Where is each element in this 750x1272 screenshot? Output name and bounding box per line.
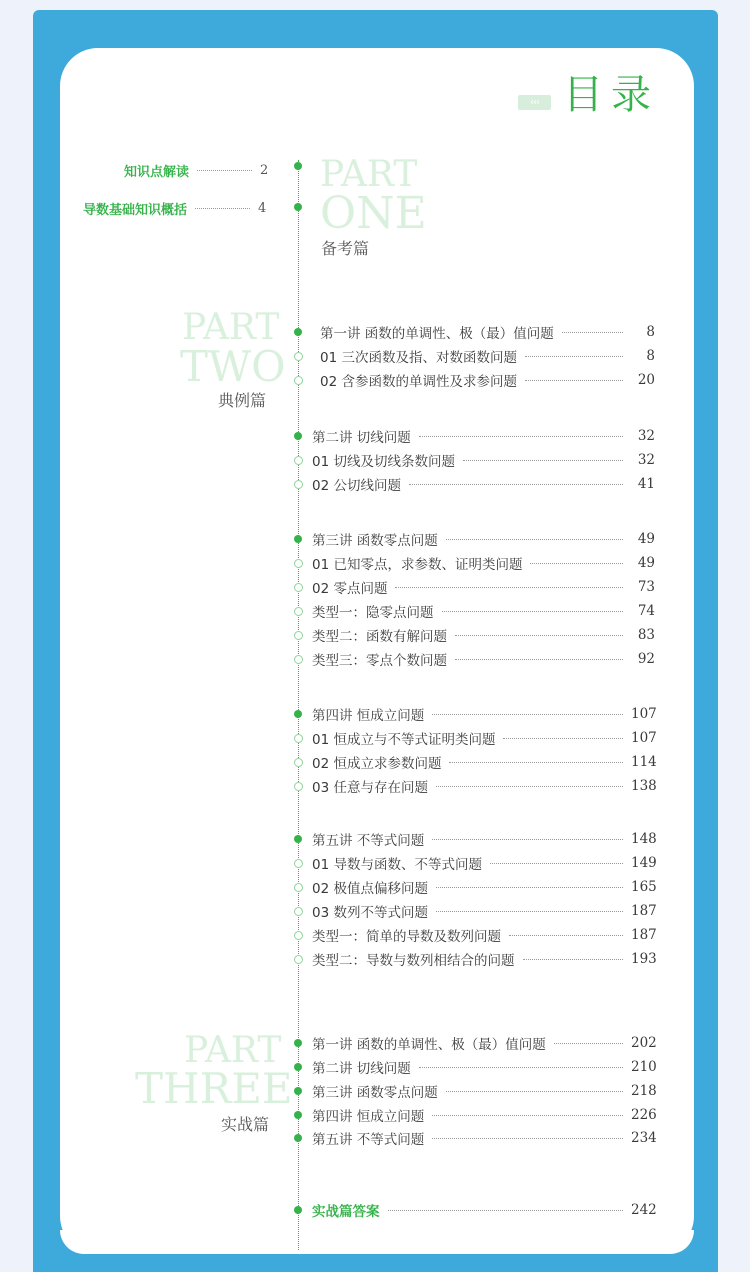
toc-entry-page: 149 (631, 855, 657, 871)
timeline-dot (294, 955, 303, 964)
toc-entry-label: 02 极值点偏移问题 (312, 881, 428, 897)
timeline-dot (294, 1087, 302, 1095)
toc-entry[interactable] (312, 752, 655, 772)
timeline-dot (294, 931, 303, 940)
toc-entry[interactable] (312, 829, 655, 849)
toc-entry-page: 107 (631, 730, 657, 746)
part-three-label: PART (184, 1030, 282, 1071)
toc-entry-page: 138 (631, 778, 657, 794)
toc-entry-label: 02 零点问题 (312, 581, 388, 597)
toc-entry-page: 107 (631, 706, 657, 722)
toc-entry[interactable] (312, 728, 655, 748)
toc-entry-label: 类型二：导数与数列相结合的问题 (312, 953, 515, 969)
toc-entry-label: 第一讲 函数的单调性、极（最）值问题 (312, 1037, 546, 1053)
toc-entry[interactable] (312, 949, 655, 969)
toc-entry[interactable] (312, 1081, 655, 1101)
timeline-dot (294, 835, 302, 843)
timeline-dot (294, 1063, 302, 1071)
toc-entry-page: 74 (637, 603, 655, 619)
toc-entry[interactable] (312, 649, 655, 669)
toc-entry-page: 226 (631, 1107, 657, 1123)
toc-entry-label: 类型二：函数有解问题 (312, 629, 447, 645)
part-two-subtitle: 典例篇 (218, 391, 267, 410)
toc-entry-page: 193 (631, 951, 657, 967)
toc-entry-label: 01 切线及切线条数问题 (312, 454, 455, 470)
toc-entry-page: 8 (646, 324, 655, 340)
toc-entry-page: 218 (631, 1083, 657, 1099)
toc-entry[interactable] (312, 529, 655, 549)
toc-entry-page: 32 (637, 428, 655, 444)
timeline-dot (294, 432, 302, 440)
part-two-number: TWO (180, 342, 286, 391)
toc-entry[interactable] (312, 450, 655, 470)
toc-entry-label: 类型一：隐零点问题 (312, 605, 434, 621)
timeline-dot (294, 758, 303, 767)
toc-entry[interactable] (312, 1105, 655, 1125)
toc-entry-page: 148 (631, 831, 657, 847)
toc-item-label: 实战篇答案 (312, 1204, 380, 1220)
timeline-dot (294, 655, 303, 664)
toc-item-label: 导数基础知识概括 (83, 202, 188, 218)
toc-entry-page: 8 (646, 348, 655, 364)
part-three-number: THREE (135, 1064, 293, 1113)
toc-item-page: 4 (258, 200, 267, 216)
toc-entry-label: 03 数列不等式问题 (312, 905, 428, 921)
timeline-dot (294, 535, 302, 543)
part-one-subtitle: 备考篇 (321, 239, 370, 258)
toc-entry-page: 92 (637, 651, 655, 667)
toc-entry[interactable] (312, 577, 655, 597)
timeline-dot (294, 352, 303, 361)
toc-entry[interactable] (312, 925, 655, 945)
timeline-dot (294, 583, 303, 592)
toc-entry-page: 73 (637, 579, 655, 595)
toc-entry-label: 01 已知零点，求参数、证明类问题 (312, 557, 523, 573)
timeline-dot (294, 734, 303, 743)
timeline-dot (294, 162, 302, 170)
toc-entry-label: 02 恒成立求参数问题 (312, 756, 442, 772)
toc-entry[interactable] (312, 853, 655, 873)
part-three-subtitle: 实战篇 (221, 1115, 270, 1134)
timeline-dot (294, 710, 302, 718)
toc-entry-page: 83 (637, 627, 655, 643)
toc-entry-label: 第三讲 函数零点问题 (312, 1085, 438, 1101)
toc-entry-label: 03 任意与存在问题 (312, 780, 428, 796)
timeline-dot (294, 883, 303, 892)
toc-entry-page: 187 (631, 927, 657, 943)
toc-entry-page: 187 (631, 903, 657, 919)
toc-entry[interactable] (320, 370, 655, 390)
toc-entry-page: 165 (631, 879, 657, 895)
toc-entry-label: 类型一：简单的导数及数列问题 (312, 929, 501, 945)
toc-entry-page: 20 (637, 372, 655, 388)
toc-entry-label: 第三讲 函数零点问题 (312, 533, 438, 549)
toc-entry[interactable] (312, 1033, 655, 1053)
toc-entry-label: 01 恒成立与不等式证明类问题 (312, 732, 496, 748)
toc-entry-label: 02 公切线问题 (312, 478, 401, 494)
timeline-dot (294, 1111, 302, 1119)
toc-entry-label: 类型三：零点个数问题 (312, 653, 447, 669)
toc-entry-page: 49 (637, 555, 655, 571)
back-chevrons-icon[interactable]: ‹‹‹ (518, 95, 551, 110)
toc-entry-label: 第五讲 不等式问题 (312, 833, 425, 849)
toc-entry[interactable] (312, 601, 655, 621)
toc-entry[interactable] (312, 625, 655, 645)
toc-entry-page: 49 (637, 531, 655, 547)
toc-item-intro-1[interactable] (124, 160, 268, 180)
toc-entry-page: 210 (631, 1059, 657, 1075)
toc-entry-label: 01 导数与函数、不等式问题 (312, 857, 482, 873)
toc-entry-label: 第四讲 恒成立问题 (312, 1109, 425, 1125)
toc-entry-label: 01 三次函数及指、对数函数问题 (320, 350, 517, 366)
toc-entry-label: 第五讲 不等式问题 (312, 1132, 425, 1148)
toc-item-intro-2[interactable] (83, 198, 266, 218)
timeline-dot (294, 1206, 302, 1214)
timeline-dot (294, 559, 303, 568)
timeline-dot (294, 1039, 302, 1047)
timeline-dot (294, 631, 303, 640)
timeline-dot (294, 859, 303, 868)
timeline-dot (294, 456, 303, 465)
part-one-label: PART (320, 154, 418, 195)
toc-entry-page: 234 (631, 1130, 657, 1146)
toc-entry-label: 第二讲 切线问题 (312, 430, 411, 446)
toc-entry-label: 02 含参函数的单调性及求参问题 (320, 374, 517, 390)
timeline-dot (294, 376, 303, 385)
toc-entry-label: 第二讲 切线问题 (312, 1061, 411, 1077)
toc-item-page: 2 (260, 162, 269, 178)
timeline-dot (294, 480, 303, 489)
toc-entry[interactable] (312, 877, 655, 897)
toc-entry[interactable] (312, 1057, 655, 1077)
timeline-dot (294, 907, 303, 916)
toc-entry[interactable] (320, 346, 655, 366)
toc-entry[interactable] (312, 901, 655, 921)
toc-entry[interactable] (312, 704, 655, 724)
toc-entry[interactable] (312, 426, 655, 446)
part-two-label: PART (182, 307, 280, 348)
page-title: 目录 (563, 72, 659, 118)
toc-entry-label: 第四讲 恒成立问题 (312, 708, 425, 724)
part-one-number: ONE (320, 188, 427, 239)
toc-entry[interactable] (312, 1128, 655, 1148)
toc-entry[interactable] (320, 322, 655, 342)
timeline-dot (294, 328, 302, 336)
toc-entry-page: 114 (631, 754, 657, 770)
timeline-dot (294, 607, 303, 616)
toc-item-label: 知识点解读 (124, 164, 190, 180)
toc-entry-page: 202 (631, 1035, 657, 1051)
timeline-dot (294, 782, 303, 791)
toc-item-answers[interactable] (312, 1200, 655, 1220)
toc-entry[interactable] (312, 474, 655, 494)
toc-entry-page: 32 (637, 452, 655, 468)
toc-entry[interactable] (312, 553, 655, 573)
toc-item-page: 242 (631, 1202, 657, 1218)
timeline-dot (294, 1134, 302, 1142)
toc-entry-label: 第一讲 函数的单调性、极（最）值问题 (320, 326, 554, 342)
toc-entry[interactable] (312, 776, 655, 796)
toc-entry-page: 41 (637, 476, 655, 492)
timeline-dot (294, 203, 302, 211)
